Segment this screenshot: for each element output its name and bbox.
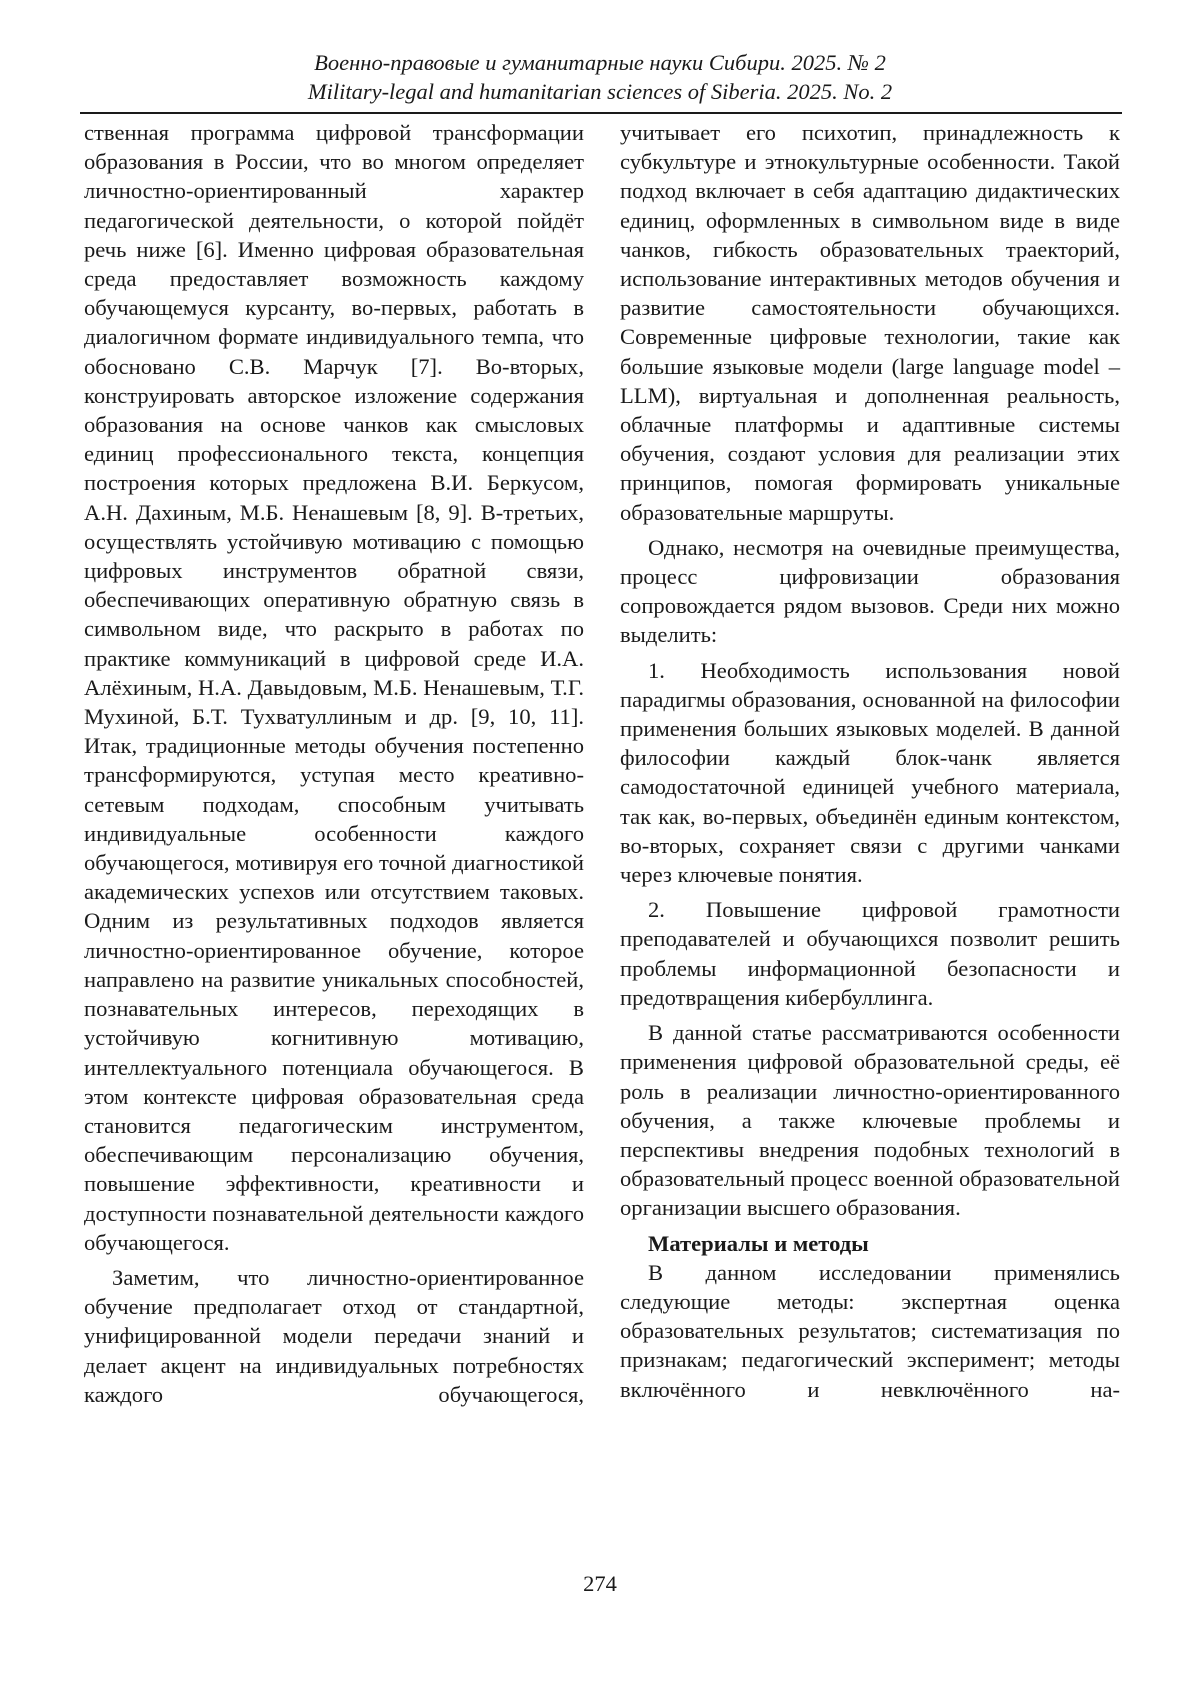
body-paragraph: учитывает его психотип, принадлежность к субкультуре и этнокультурные особенности. Такой подход включает в себя адаптацию дидактических единиц, оформленных в символьном виде в виде чанков, гибкость образовательных траекторий, использование интерактивных методов обучения и развитие самостоятельности обучающихся. Современные цифровые технологии, такие как большие языковые модели (large language model – LLM), виртуальная и дополненная реальность, облачные платформы и адаптивные системы обучения, создают условия для реализации этих принципов, помогая формировать уникальные образовательные маршруты. bbox=[620, 120, 1120, 525]
numbered-item: 1. Необходимость использования новой парадигмы образования, основанной на философии применения больших языковых моделей. В данной философии каждый блок-чанк является самодостаточной единицей учебного материала, так как, во-первых, объединён единым контекстом, во-вторых, сохраняет связи с другими чанками через ключевые понятия. bbox=[620, 657, 1120, 888]
journal-title-ru: Военно-правовые и гуманитарные науки Сибири. 2025. № 2 bbox=[314, 50, 886, 75]
journal-title-en: Military-legal and humanitarian sciences of Siberia. 2025. No. 2 bbox=[307, 79, 893, 104]
page-number: 274 bbox=[583, 1571, 617, 1596]
body-paragraph: ственная программа цифровой трансформации образования в России, что во многом определяет личностно-ориентированный характер педагогической деятельности, о которой пойдёт речь ниже [6]. Именно цифровая образовательная среда предоставляет возможность каждому обучающемуся курсанту, во-первых, работать в диалогичном формате индивидуального темпа, что обосновано С.В. Марчук [7]. Во-вторых, конструировать авторское изложение содержания образования на основе чанков как смысловых единиц профессионального текста, концепция построения которых предложена В.И. Беркусом, А.Н. Дахиным, М.Б. Ненашевым [8, 9]. В-третьих, осуществлять устойчивую мотивацию с помощью цифровых инструментов обратной связи, обеспечивающих оперативную обратную связь в символьном виде, что раскрыто в работах по практике коммуникаций в цифровой среде И.А. Алёхиным, Н.А. Давыдовым, М.Б. Ненашевым, Т.Г. Мухиной, Б.Т. Тухватуллиным и др. [9, 10, 11]. Итак, традиционные методы обучения постепенно трансформируются, уступая место креативно-сетевым подходам, способным учитывать индивидуальные особенности каждого обучающегося, мотивируя его точной диагностикой академических успехов или отсутствием таковых. Одним из результативных подходов является личностно-ориентированное обучение, которое направлено на развитие уникальных способностей, познавательных интересов, переходящих в устойчивую когнитивную мотивацию, интеллектуального потенциала обучающегося. В этом контексте цифровая образовательная среда становится педагогическим инструментом, обеспечивающим персонализацию обучения, повышение эффективности, креативности и доступности познавательной деятельности каждого обучающегося. bbox=[84, 120, 584, 1255]
header-divider bbox=[80, 112, 1122, 114]
section-heading: Материалы и методы bbox=[648, 1230, 869, 1256]
body-paragraph: Однако, несмотря на очевидные преимущества, процесс цифровизации образования сопровождается рядом вызовов. Среди них можно выделить: bbox=[620, 534, 1120, 648]
left-column bbox=[84, 118, 584, 1415]
body-paragraph: В данной статье рассматриваются особенности применения цифровой образовательной среды, её роль в реализации личностно-ориентированного обучения, а также ключевые проблемы и перспективы внедрения подобных технологий в образовательный процесс военной образовательной организации высшего образования. bbox=[620, 1020, 1120, 1221]
body-paragraph: Заметим, что личностно-ориентированное обучение предполагает отход от стандартной, унифицированной модели передачи знаний и делает акцент на индивидуальных потребностях каждого обучающегося, bbox=[84, 1264, 584, 1407]
right-column bbox=[620, 118, 1120, 1410]
body-paragraph: В данном исследовании применялись следующие методы: экспертная оценка образовательных результатов; систематизация по признакам; педагогический эксперимент; методы включённого и невключённого на- bbox=[620, 1259, 1120, 1402]
numbered-item: 2. Повышение цифровой грамотности преподавателей и обучающихся позволит решить проблемы информационной безопасности и предотвращения кибербуллинга. bbox=[620, 897, 1120, 1010]
running-header bbox=[80, 48, 1120, 106]
